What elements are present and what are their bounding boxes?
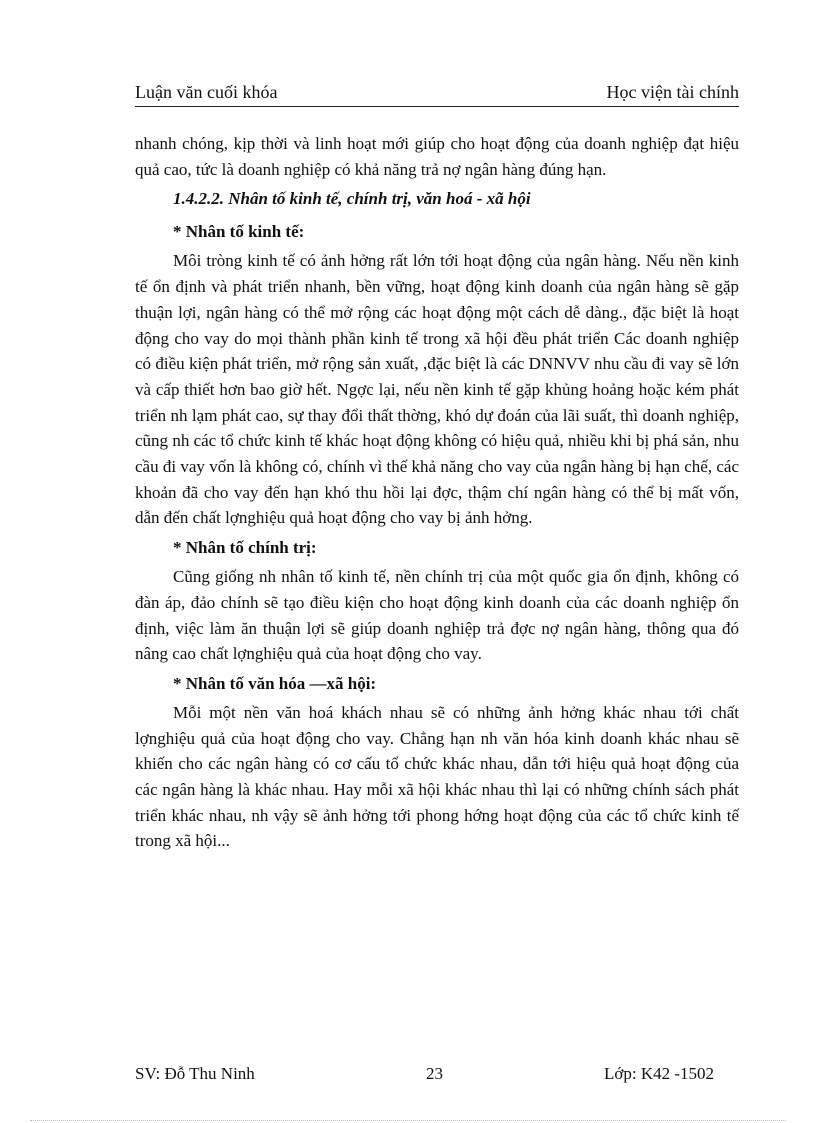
footer-class-code: Lớp: K42 -1502 — [604, 1064, 715, 1083]
subsection-heading-economic: * Nhân tố kinh tế: — [173, 222, 305, 242]
footer-page-number: 23 — [426, 1064, 443, 1083]
header-institution: Học viện tài chính — [606, 82, 739, 102]
paragraph-political: Cũng giống nh nhân tố kinh tế, nền chính trị của một quốc gia ổn định, không có đàn áp, đảo chính sẽ tạo điều kiện cho hoạt động kinh doanh của các doanh nghiệp ổn định, việc làm ăn thuận lợi sẽ giúp doanh nghiệp trả đợc nợ ngân hàng, thông qua đó nâng cao chất lợnghiệu quả của hoạt động cho vay. — [135, 567, 739, 664]
footer-student-name: SV: Đỗ Thu Ninh — [135, 1064, 255, 1083]
subsection-heading-cultural: * Nhân tố văn hóa —xã hội: — [173, 673, 377, 693]
intro-paragraph: nhanh chóng, kịp thời và linh hoạt mới giúp cho hoạt động của doanh nghiệp đạt hiệu quả cao, tức là doanh nghiệp có khả năng trả nợ ngân hàng đúng hạn. — [135, 134, 739, 179]
subsection-heading-political: * Nhân tố chính trị: — [173, 538, 317, 558]
document-body — [135, 131, 739, 854]
header-document-type: Luận văn cuối khóa — [135, 82, 278, 102]
paragraph-economic: Môi tròng kinh tế có ảnh hởng rất lớn tới hoạt động của ngân hàng. Nếu nền kinh tế ổn định và phát triển nhanh, bền vững, hoạt động kinh doanh của ngân hàng sẽ gặp thuận lợi, ngân hàng có thể mở rộng các hoạt động một cách dễ dàng., đặc biệt là hoạt động cho vay do mọi thành phần kinh tế trong xã hội đều phát triển Các doanh nghiệp có điều kiện phát triển, mở rộng sản xuất, ,đặc biệt là các DNNVV nhu cầu đi vay sẽ lớn và cấp thiết hơn bao giờ hết. Ngợc lại, nếu nền kinh tế gặp khủng hoảng hoặc kém phát triển nh lạm phát cao, sự thay đổi thất thờng, khó dự đoán của lãi suất, thì doanh nghiệp, cũng nh các tổ chức kinh tế khác hoạt động không có hiệu quả, nhiều khi bị phá sản, nhu cầu đi vay vốn là không có, chính vì thế khả năng cho vay của ngân hàng bị hạn chế, các khoản đã cho vay đến hạn khó thu hồi lại đợc, thậm chí ngân hàng có thể bị mất vốn, dẫn đến chất lợnghiệu quả hoạt động cho vay bị ảnh hởng. — [135, 251, 739, 528]
paragraph-cultural: Mỗi một nền văn hoá khách nhau sẽ có những ảnh hởng khác nhau tới chất lợnghiệu quả của hoạt động cho vay. Chẳng hạn nh văn hóa kinh doanh khác nhau sẽ khiến cho các ngân hàng có cơ cấu tổ chức khác nhau, dẫn tới hiệu quả hoạt động của các ngân hàng là khác nhau. Hay mỗi xã hội khác nhau thì lại có những chính sách phát triển khác nhau, nh vậy sẽ ảnh hởng tới phong hớng hoạt động của các tổ chức kinh tế trong xã hội... — [135, 702, 739, 851]
page-header — [135, 80, 739, 107]
section-heading: 1.4.2.2. Nhân tố kinh tế, chính trị, văn hoá - xã hội — [173, 189, 531, 209]
page-bottom-divider — [30, 1120, 786, 1121]
